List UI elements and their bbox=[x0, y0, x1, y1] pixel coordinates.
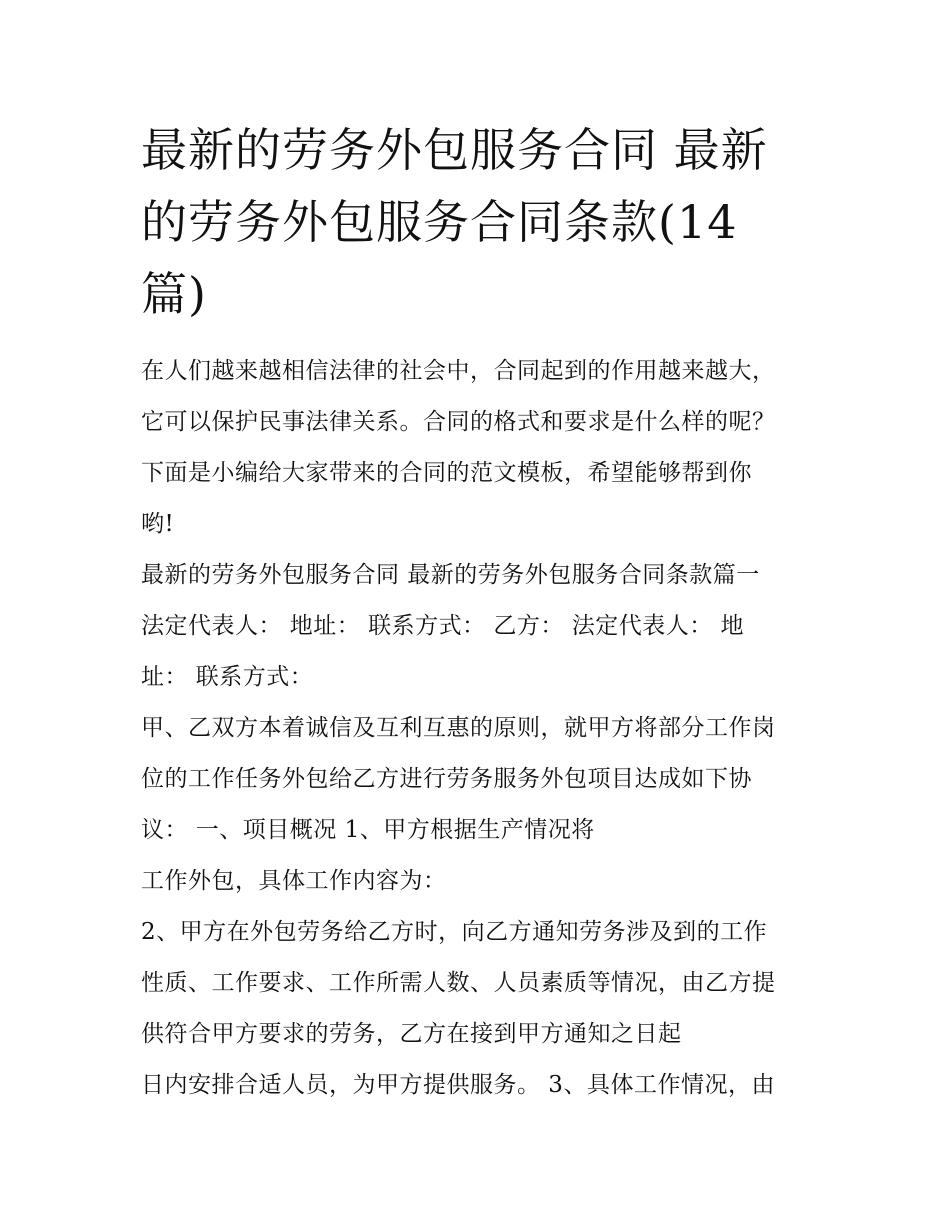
body-line: 在人们越来越相信法律的社会中，合同起到的作用越来越大， bbox=[141, 358, 776, 384]
body-line: 位的工作任务外包给乙方进行劳务服务外包项目达成如下协 bbox=[141, 766, 752, 792]
body-line: 法定代表人： 地址： 联系方式： 乙方： 法定代表人： 地 bbox=[141, 613, 745, 639]
body-line: 最新的劳务外包服务合同 最新的劳务外包服务合同条款篇一 bbox=[141, 562, 760, 588]
document-content bbox=[141, 114, 821, 1111]
body-line: 2、甲方在外包劳务给乙方时，向乙方通知劳务涉及到的工作 bbox=[141, 919, 768, 945]
body-line: 日内安排合适人员，为甲方提供服务。 3、具体工作情况，由 bbox=[141, 1072, 775, 1098]
body-line: 供符合甲方要求的劳务，乙方在接到甲方通知之日起 bbox=[141, 1021, 682, 1047]
body-line: 址： 联系方式： bbox=[141, 664, 314, 690]
title-line-2: 的劳务外包服务合同条款(14 bbox=[141, 195, 738, 249]
body-line: 下面是小编给大家带来的合同的范文模板，希望能够帮到你 bbox=[141, 460, 752, 486]
document-body bbox=[141, 346, 821, 1111]
title-line-3: 篇) bbox=[141, 267, 207, 321]
body-line: 它可以保护民事法律关系。合同的格式和要求是什么样的呢？ bbox=[141, 409, 776, 435]
document-title bbox=[141, 114, 821, 330]
body-line: 议： 一、项目概况 1、甲方根据生产情况将 bbox=[141, 817, 595, 843]
body-line: 甲、乙双方本着诚信及互利互惠的原则，就甲方将部分工作岗 bbox=[141, 715, 776, 741]
body-line: 工作外包，具体工作内容为： bbox=[141, 868, 447, 894]
body-line: 性质、工作要求、工作所需人数、人员素质等情况，由乙方提 bbox=[141, 970, 776, 996]
body-line: 哟! bbox=[141, 511, 175, 537]
title-line-1: 最新的劳务外包服务合同 最新 bbox=[141, 123, 768, 177]
